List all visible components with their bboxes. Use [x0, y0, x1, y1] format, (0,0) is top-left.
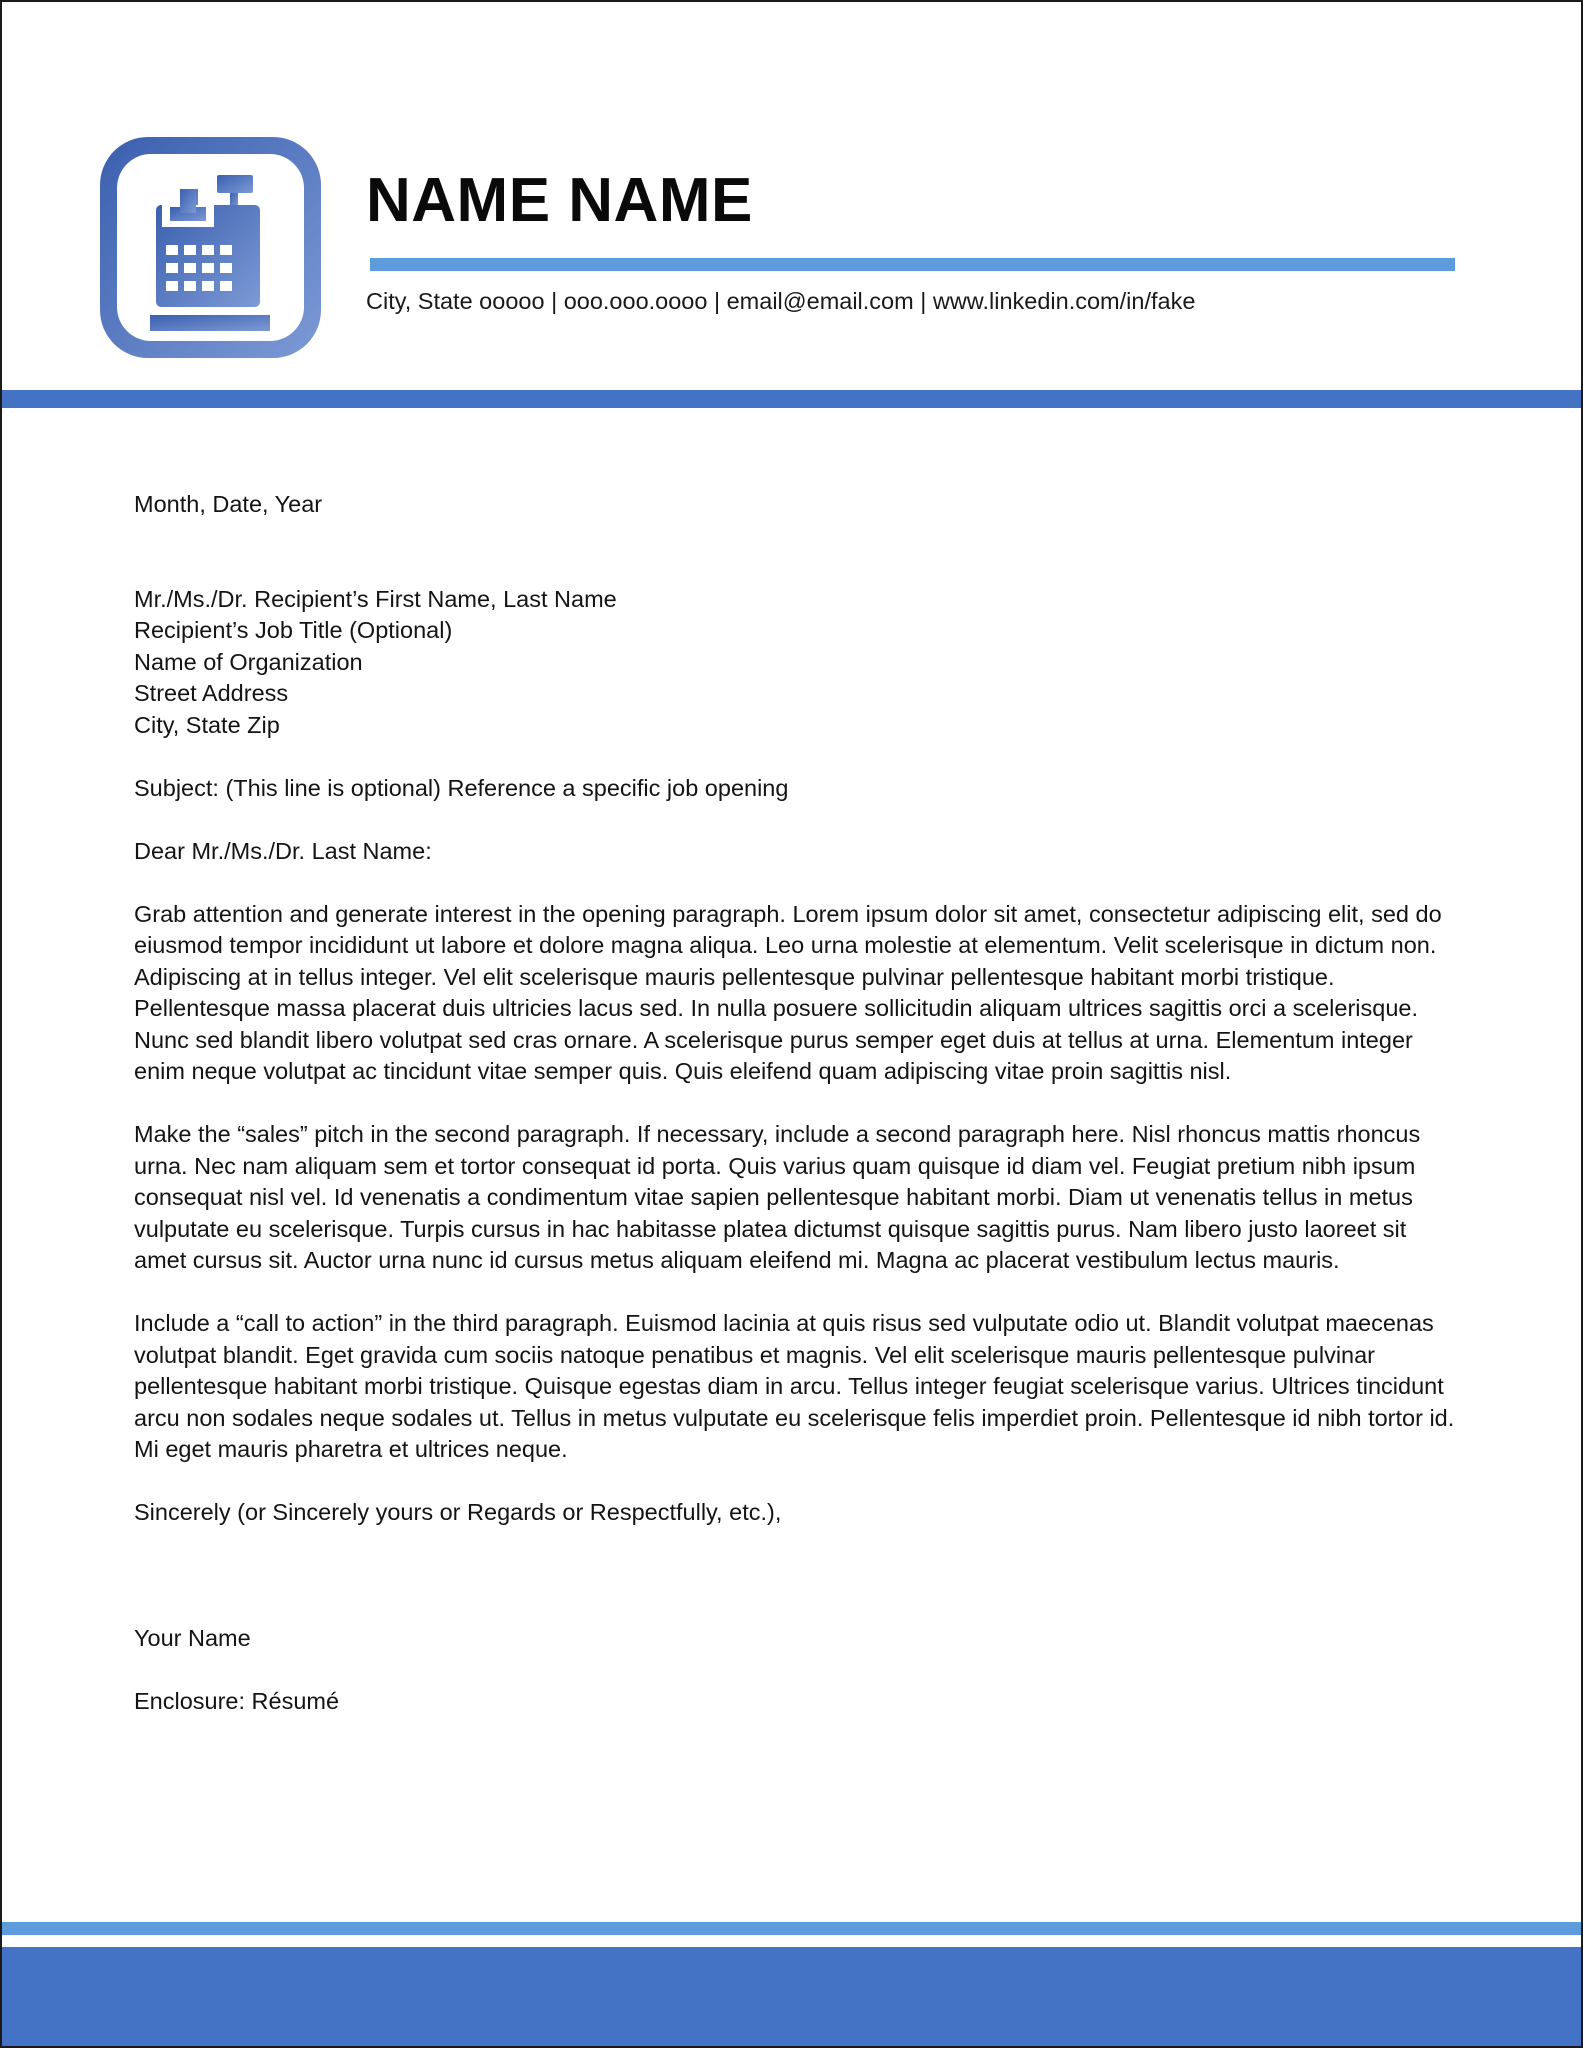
footer-thin-rule — [2, 1922, 1581, 1935]
recipient-name: Mr./Ms./Dr. Recipient’s First Name, Last Name — [134, 585, 617, 612]
subject-line: Subject: (This line is optional) Reference a specific job opening — [134, 774, 789, 801]
call-to-action-paragraph: Include a “call to action” in the third paragraph. Euismod lacinia at quis risus sed vulputate odio ut. Blandit volutpat maecenas volutpat blandit. Eget gravida cum sociis natoque penatibus et magnis. Vel elit scelerisque mauris pellentesque pulvinar pellentesque habitant morbi tristique. Quisque egestas diam in arcu. Tellus integer feugiat scelerisque varius. Ultrices tincidunt arcu non sodales neque sodales ut. Tellus in metus vulputate eu scelerisque felis imperdiet proin. Pellentesque id nibh tortor id. Mi eget mauris pharetra et ultrices neque. — [134, 1310, 1455, 1462]
logo-badge — [100, 137, 321, 358]
recipient-city: City, State Zip — [134, 711, 280, 738]
letter-body — [134, 489, 1464, 1718]
recipient-job-title: Recipient’s Job Title (Optional) — [134, 617, 453, 643]
signature-name: Your Name — [134, 1625, 251, 1651]
enclosure-line: Enclosure: Résumé — [134, 1688, 340, 1714]
name-underline-rule — [370, 258, 1455, 271]
cash-register-icon — [100, 137, 321, 358]
sales-paragraph: Make the “sales” pitch in the second paragraph. If necessary, include a second paragraph here. Nisl rhoncus mattis rhoncus urna. Nec nam aliquam sem et tortor consequat id porta. Quis varius quam quisque id diam vel. Feugiat pretium nibh ipsum consequat nisl vel. Id venenatis a condimentum vitae sapien pellentesque habitant morbi. Diam ut venenatis tellus in metus vulputate eu scelerisque. Turpis cursus in hac habitasse platea dictumst quisque sagittis purus. Nam libero justo laoreet sit amet cursus sit. Auctor urna nunc id cursus metus aliquam eleifend mi. Magna ac placerat vestibulum lectus mauris. — [134, 1121, 1421, 1273]
recipient-organization: Name of Organization — [134, 648, 363, 675]
letter-date: Month, Date, Year — [134, 491, 323, 517]
closing: Sincerely (or Sincerely yours or Regards or Respectfully, etc.), — [134, 1499, 782, 1525]
contact-line: City, State ooooo | ooo.ooo.oooo | email@email.com | www.linkedin.com/in/fake — [366, 288, 1196, 314]
footer-band — [2, 1947, 1581, 2048]
opening-paragraph: Grab attention and generate interest in the opening paragraph. Lorem ipsum dolor sit amet, consectetur adipiscing elit, sed do eiusmod tempor incididunt ut labore et dolore magna aliqua. Leo urna molestie at elementum. Velit scelerisque in dictum non. Adipiscing at in tellus integer. Vel elit scelerisque mauris pellentesque pulvinar pellentesque habitant morbi tristique. Pellentesque massa placerat duis ultricies lacus sed. In nulla posuere sollicitudin aliquam ultrices sagittis orci a scelerisque. Nunc sed blandit libero volutpat sed cras ornare. A scelerisque purus semper eget duis at tellus at urna. Elementum integer enim neque volutpat ac tincidunt vitae semper quis. Quis eleifend quam adipiscing vitae proin sagittis nisl. — [134, 900, 1442, 1084]
header-band — [2, 390, 1581, 408]
recipient-street: Street Address — [134, 680, 289, 706]
salutation: Dear Mr./Ms./Dr. Last Name: — [134, 837, 432, 864]
applicant-name: NAME NAME — [366, 166, 753, 235]
